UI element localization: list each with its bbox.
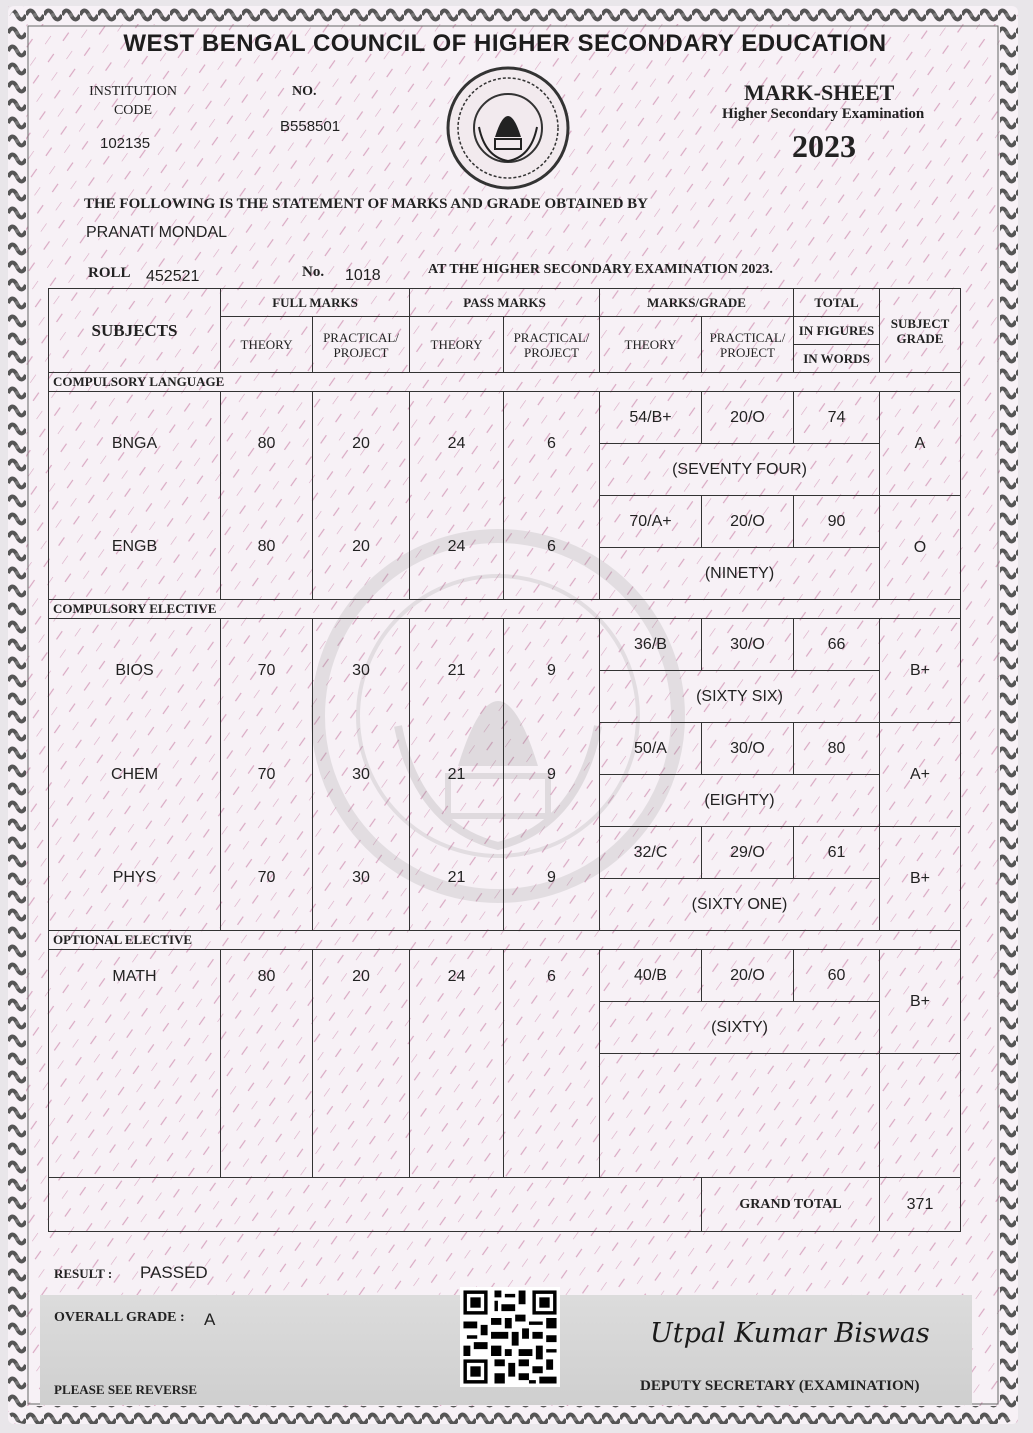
number-label: NO. bbox=[292, 84, 317, 99]
total-words: (SIXTY) bbox=[600, 1002, 880, 1054]
subject-grade-line2: GRADE bbox=[896, 330, 944, 346]
full-practical: 30 bbox=[313, 619, 410, 723]
marks-theory: 70/A+ bbox=[600, 496, 702, 548]
roll-value: 452521 bbox=[146, 268, 200, 285]
grand-total-label: GRAND TOTAL bbox=[702, 1178, 880, 1232]
header-pass-theory: THEORY bbox=[410, 317, 504, 373]
footer-blank bbox=[49, 1178, 702, 1232]
result-value: PASSED bbox=[140, 1263, 208, 1282]
subject-code: CHEM bbox=[49, 723, 221, 827]
marks-practical: 30/O bbox=[702, 619, 794, 671]
header-pass-marks: PASS MARKS bbox=[410, 289, 600, 317]
overall-grade-label: OVERALL GRADE : bbox=[54, 1310, 185, 1325]
marks-theory: 32/C bbox=[600, 827, 702, 879]
header-in-figures: IN FIGURES bbox=[794, 317, 880, 345]
marksheet-subtitle: Higher Secondary Examination bbox=[722, 106, 925, 122]
pass-theory: 24 bbox=[410, 950, 504, 1178]
marksheet-title: MARK-SHEET bbox=[744, 80, 895, 105]
subject-code: BNGA bbox=[49, 392, 221, 496]
subject-grade: O bbox=[880, 496, 961, 600]
header-subjects: SUBJECTS bbox=[49, 289, 221, 373]
reverse-note: PLEASE SEE REVERSE bbox=[54, 1382, 198, 1397]
statement-text: THE FOLLOWING IS THE STATEMENT OF MARKS AND GRADE OBTAINED BY bbox=[84, 196, 648, 212]
header-marks-grade: MARKS/GRADE bbox=[600, 289, 794, 317]
header-full-theory: THEORY bbox=[221, 317, 313, 373]
overall-grade-value: A bbox=[204, 1310, 216, 1329]
header-marks-practical bbox=[702, 317, 794, 373]
marks-practical: 29/O bbox=[702, 827, 794, 879]
full-practical: 30 bbox=[313, 827, 410, 931]
pass-theory: 24 bbox=[410, 392, 504, 496]
subject-code: MATH bbox=[49, 950, 221, 1178]
pass-theory: 24 bbox=[410, 496, 504, 600]
header-marks-theory: THEORY bbox=[600, 317, 702, 373]
roll-no-value: 1018 bbox=[345, 267, 381, 284]
pass-practical: 9 bbox=[504, 827, 600, 931]
marks-table bbox=[48, 288, 961, 1232]
roll-label: ROLL bbox=[88, 265, 131, 281]
pass-theory: 21 bbox=[410, 827, 504, 931]
pass-practical: 9 bbox=[504, 619, 600, 723]
marks-practical: 20/O bbox=[702, 496, 794, 548]
total-words: (SIXTY SIX) bbox=[600, 671, 880, 723]
subject-grade: B+ bbox=[880, 619, 961, 723]
full-theory: 80 bbox=[221, 950, 313, 1178]
total-figures: 90 bbox=[794, 496, 880, 548]
number-value: B558501 bbox=[280, 118, 341, 135]
total-figures: 80 bbox=[794, 723, 880, 775]
header-full-marks: FULL MARKS bbox=[221, 289, 410, 317]
total-figures: 60 bbox=[794, 950, 880, 1002]
practical-line1: PRACTICAL/ bbox=[323, 329, 399, 345]
practical-line2: PROJECT bbox=[524, 344, 579, 360]
full-theory: 70 bbox=[221, 619, 313, 723]
pass-theory: 21 bbox=[410, 619, 504, 723]
subject-code: BIOS bbox=[49, 619, 221, 723]
subject-code: PHYS bbox=[49, 827, 221, 931]
pass-practical: 9 bbox=[504, 723, 600, 827]
institution-label-line2: CODE bbox=[113, 103, 153, 118]
subject-code: ENGB bbox=[49, 496, 221, 600]
institution-code-label bbox=[78, 82, 188, 120]
full-practical: 20 bbox=[313, 496, 410, 600]
marks-practical: 20/O bbox=[702, 950, 794, 1002]
subject-grade: B+ bbox=[880, 950, 961, 1054]
full-theory: 80 bbox=[221, 496, 313, 600]
full-theory: 80 bbox=[221, 392, 313, 496]
total-words: (SEVENTY FOUR) bbox=[600, 444, 880, 496]
total-figures: 66 bbox=[794, 619, 880, 671]
empty-cell bbox=[600, 1054, 880, 1178]
full-theory: 70 bbox=[221, 827, 313, 931]
total-figures: 74 bbox=[794, 392, 880, 444]
practical-line1: PRACTICAL/ bbox=[709, 329, 786, 345]
qr-code-icon bbox=[460, 1287, 560, 1387]
marks-theory: 54/B+ bbox=[600, 392, 702, 444]
section-optional-elective: OPTIONAL ELECTIVE bbox=[49, 931, 961, 950]
grand-total-value: 371 bbox=[880, 1178, 961, 1232]
pass-theory: 21 bbox=[410, 723, 504, 827]
practical-line1: PRACTICAL/ bbox=[513, 329, 590, 345]
exam-text: AT THE HIGHER SECONDARY EXAMINATION 2023. bbox=[428, 262, 773, 277]
full-practical: 20 bbox=[313, 950, 410, 1178]
institution-label-line1: INSTITUTION bbox=[89, 84, 177, 99]
header-pass-practical bbox=[504, 317, 600, 373]
practical-line2: PROJECT bbox=[333, 344, 389, 360]
board-title: WEST BENGAL COUNCIL OF HIGHER SECONDARY EDUCATION bbox=[123, 30, 887, 57]
pass-practical: 6 bbox=[504, 950, 600, 1178]
total-figures: 61 bbox=[794, 827, 880, 879]
section-compulsory-language: COMPULSORY LANGUAGE bbox=[49, 373, 961, 392]
pass-practical: 6 bbox=[504, 496, 600, 600]
marks-theory: 40/B bbox=[600, 950, 702, 1002]
signatory-title: DEPUTY SECRETARY (EXAMINATION) bbox=[640, 1378, 920, 1394]
practical-line2: PROJECT bbox=[720, 344, 775, 360]
subject-grade: A+ bbox=[880, 723, 961, 827]
total-words: (NINETY) bbox=[600, 548, 880, 600]
marksheet-year: 2023 bbox=[792, 128, 856, 164]
section-compulsory-elective: COMPULSORY ELECTIVE bbox=[49, 600, 961, 619]
header-subject-grade bbox=[880, 289, 961, 373]
subject-grade-line1: SUBJECT bbox=[890, 315, 950, 331]
pass-practical: 6 bbox=[504, 392, 600, 496]
full-practical: 20 bbox=[313, 392, 410, 496]
empty-cell bbox=[880, 1054, 961, 1178]
total-words: (EIGHTY) bbox=[600, 775, 880, 827]
subject-grade: A bbox=[880, 392, 961, 496]
marks-theory: 36/B bbox=[600, 619, 702, 671]
full-theory: 70 bbox=[221, 723, 313, 827]
full-practical: 30 bbox=[313, 723, 410, 827]
header-full-practical bbox=[313, 317, 410, 373]
result-label: RESULT : bbox=[54, 1266, 113, 1281]
institution-code-value: 102135 bbox=[100, 135, 151, 152]
council-seal-icon bbox=[445, 65, 571, 191]
marks-practical: 20/O bbox=[702, 392, 794, 444]
roll-no-label: No. bbox=[302, 264, 325, 280]
signature: Utpal Kumar Biswas bbox=[650, 1318, 930, 1349]
subject-grade: B+ bbox=[880, 827, 961, 931]
total-words: (SIXTY ONE) bbox=[600, 879, 880, 931]
header-total: TOTAL bbox=[794, 289, 880, 317]
marks-practical: 30/O bbox=[702, 723, 794, 775]
header-in-words: IN WORDS bbox=[794, 345, 880, 373]
marks-theory: 50/A bbox=[600, 723, 702, 775]
candidate-name: PRANATI MONDAL bbox=[86, 224, 228, 241]
